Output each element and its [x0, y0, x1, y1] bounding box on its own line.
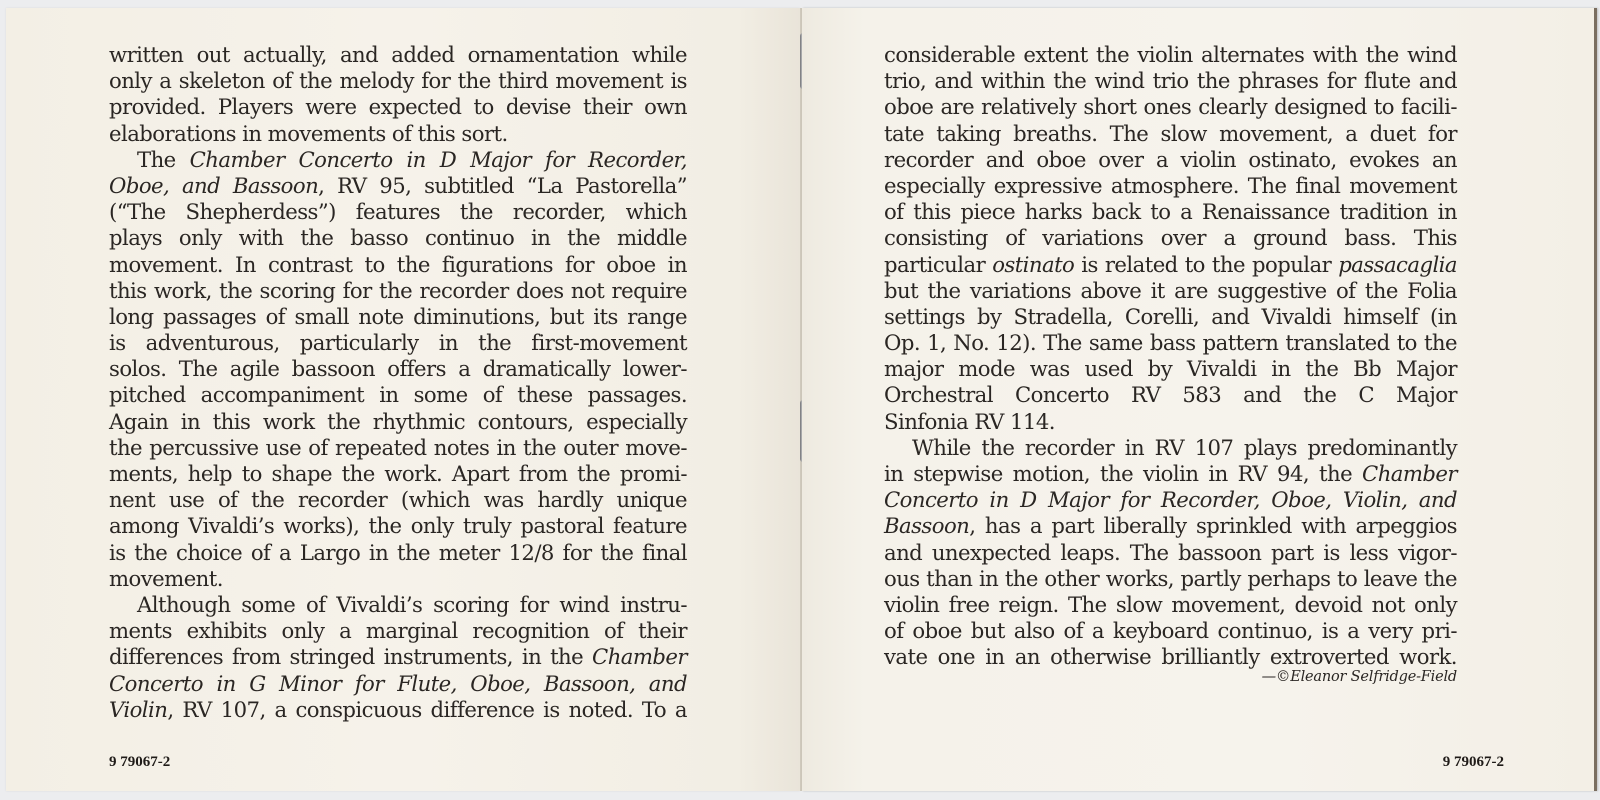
body-text: in stepwise motion, the violin in RV 94, the — [884, 461, 1363, 486]
body-text: is adventurous, particularly in the first-movement — [109, 330, 687, 356]
text-line — [884, 356, 1457, 382]
body-text: vate one in an otherwise brilliantly extroverted work. — [884, 644, 1457, 670]
text-line — [109, 199, 687, 225]
body-text: trio, and within the wind trio the phrases for flute and — [884, 68, 1457, 94]
right-page — [802, 8, 1597, 791]
body-text: considerable extent the violin alternates with the wind — [884, 42, 1457, 67]
text-line — [109, 487, 687, 513]
body-text: this work, the scoring for the recorder does not require — [109, 277, 687, 303]
body-text: violin free reign. The slow movement, devoid not only — [884, 591, 1457, 617]
text-line — [884, 199, 1457, 225]
text-line — [884, 173, 1457, 199]
body-text: (“The Shepherdess”) features the recorder, which — [109, 199, 687, 225]
text-line — [884, 487, 1457, 513]
text-line — [109, 304, 687, 330]
text-line — [884, 618, 1457, 644]
body-text: solos. The agile bassoon offers a dramatically lower- — [109, 356, 687, 382]
body-text: ments exhibits only a marginal recognition of their — [109, 618, 687, 644]
text-line — [884, 147, 1457, 173]
body-text: differences from stringed instruments, in the — [109, 644, 593, 670]
body-text: the percussive use of repeated notes in the outer move- — [109, 434, 687, 460]
body-text: long passages of small note diminutions, but its range — [109, 303, 687, 329]
italic-title-text: passacaglia — [1338, 251, 1457, 277]
body-text: Sinfonia RV 114. — [884, 408, 1055, 434]
body-text: movement. In contrast to the figurations for oboe in — [109, 251, 687, 277]
body-text: written out actually, and added ornamentation while — [109, 42, 687, 67]
body-text: Again in this work the rhythmic contours, especially — [109, 408, 687, 434]
text-line — [109, 225, 687, 251]
italic-title-text: Chamber — [592, 644, 687, 670]
text-line — [109, 409, 687, 435]
text-line — [109, 540, 687, 566]
right-page-text-column — [884, 42, 1457, 686]
italic-title-text: Violin — [109, 696, 168, 722]
body-text: While the recorder in RV 107 plays predominantly — [912, 434, 1457, 460]
text-line — [109, 94, 687, 120]
text-line — [109, 42, 687, 68]
italic-title-text: Concerto in G Minor for Flute, Oboe, Bassoon, and — [109, 670, 687, 696]
text-line — [884, 94, 1457, 120]
text-line — [109, 121, 687, 147]
text-line — [109, 592, 687, 618]
body-text: Op. 1, No. 12). The same bass pattern translated to the — [884, 330, 1457, 356]
left-page-catalog-number: 9 79067-2 — [109, 754, 171, 770]
text-line — [884, 540, 1457, 566]
body-text: particular — [884, 251, 993, 277]
text-line — [884, 461, 1457, 487]
body-text: movement. — [109, 565, 223, 591]
text-line — [884, 592, 1457, 618]
text-line — [884, 68, 1457, 94]
body-text: especially expressive atmosphere. The final movement — [884, 172, 1457, 198]
left-page-text-column — [109, 42, 687, 723]
body-text: major mode was used by Vivaldi in the Bb Major — [884, 356, 1457, 382]
body-text: is the choice of a Largo in the meter 12/8 for the final — [109, 539, 687, 565]
text-line — [884, 566, 1457, 592]
text-line — [109, 435, 687, 461]
text-line — [884, 225, 1457, 251]
text-line — [884, 409, 1457, 435]
body-text: only a skeleton of the melody for the third movement is — [109, 68, 687, 94]
text-line — [884, 121, 1457, 147]
body-text: , has a part liberally sprinkled with arpeggios — [969, 513, 1457, 539]
text-line — [109, 68, 687, 94]
body-text: elaborations in movements of this sort. — [109, 120, 508, 146]
body-text: of oboe but also of a keyboard continuo, is a very pri- — [884, 618, 1457, 644]
author-signature: —©Eleanor Selfridge-Field — [1261, 668, 1457, 685]
body-text: among Vivaldi’s works), the only truly pastoral feature — [109, 513, 687, 539]
text-line — [109, 330, 687, 356]
text-line — [109, 252, 687, 278]
body-text: but the variations above it are suggestive of the Folia — [884, 277, 1457, 303]
text-line — [884, 304, 1457, 330]
text-line — [884, 382, 1457, 408]
text-line — [884, 42, 1457, 68]
text-line — [109, 644, 687, 670]
body-text: nent use of the recorder (which was hardly unique — [109, 487, 687, 513]
body-text: recorder and oboe over a violin ostinato, evokes an — [884, 146, 1457, 172]
right-page-catalog-number: 9 79067-2 — [1442, 754, 1504, 770]
text-line — [884, 252, 1457, 278]
body-text: pitched accompaniment in some of these passages. — [109, 382, 687, 408]
text-line — [109, 618, 687, 644]
left-page — [6, 8, 800, 791]
text-line — [109, 671, 687, 697]
text-line — [884, 330, 1457, 356]
body-text: ments, help to shape the work. Apart from the promi- — [109, 461, 687, 486]
italic-title-text: ostinato — [992, 251, 1075, 277]
text-line — [109, 697, 687, 723]
body-text: ous than in the other works, partly perhaps to leave the — [884, 565, 1457, 591]
text-line — [109, 278, 687, 304]
text-line — [109, 566, 687, 592]
body-text: tate taking breaths. The slow movement, a duet for — [884, 120, 1457, 146]
body-text: Orchestral Concerto RV 583 and the C Major — [884, 382, 1457, 408]
text-line — [109, 461, 687, 487]
body-text: oboe are relatively short ones clearly designed to facili- — [884, 94, 1457, 120]
italic-title-text: Chamber — [1362, 461, 1457, 486]
text-line — [884, 278, 1457, 304]
body-text: provided. Players were expected to devise their own — [109, 94, 687, 120]
body-text: of this piece harks back to a Renaissance tradition in — [884, 199, 1457, 225]
body-text: and unexpected leaps. The bassoon part is less vigor- — [884, 539, 1457, 565]
italic-title-text: Concerto in D Major for Recorder, Oboe, Violin, and — [884, 487, 1457, 513]
body-text: plays only with the basso continuo in the middle — [109, 225, 687, 251]
body-text: , RV 95, subtitled “La Pastorella” — [318, 172, 687, 198]
text-line — [884, 644, 1457, 670]
body-text: Although some of Vivaldi’s scoring for wind instru- — [137, 591, 687, 617]
body-text: settings by Stradella, Corelli, and Vivaldi himself (in — [884, 303, 1457, 329]
body-text: is related to the popular — [1074, 251, 1339, 277]
text-line — [884, 513, 1457, 539]
italic-title-text: Chamber Concerto in D Major for Recorder, — [189, 146, 687, 172]
body-text: , RV 107, a conspicuous difference is noted. To a — [167, 696, 687, 722]
body-text: consisting of variations over a ground bass. This — [884, 225, 1457, 251]
text-line — [109, 173, 687, 199]
text-line — [109, 356, 687, 382]
italic-title-text: Bassoon — [884, 513, 970, 539]
text-line — [109, 382, 687, 408]
italic-title-text: Oboe, and Bassoon — [109, 172, 319, 198]
text-line — [109, 147, 687, 173]
body-text: The — [137, 146, 190, 172]
text-line — [884, 435, 1457, 461]
text-line — [109, 513, 687, 539]
